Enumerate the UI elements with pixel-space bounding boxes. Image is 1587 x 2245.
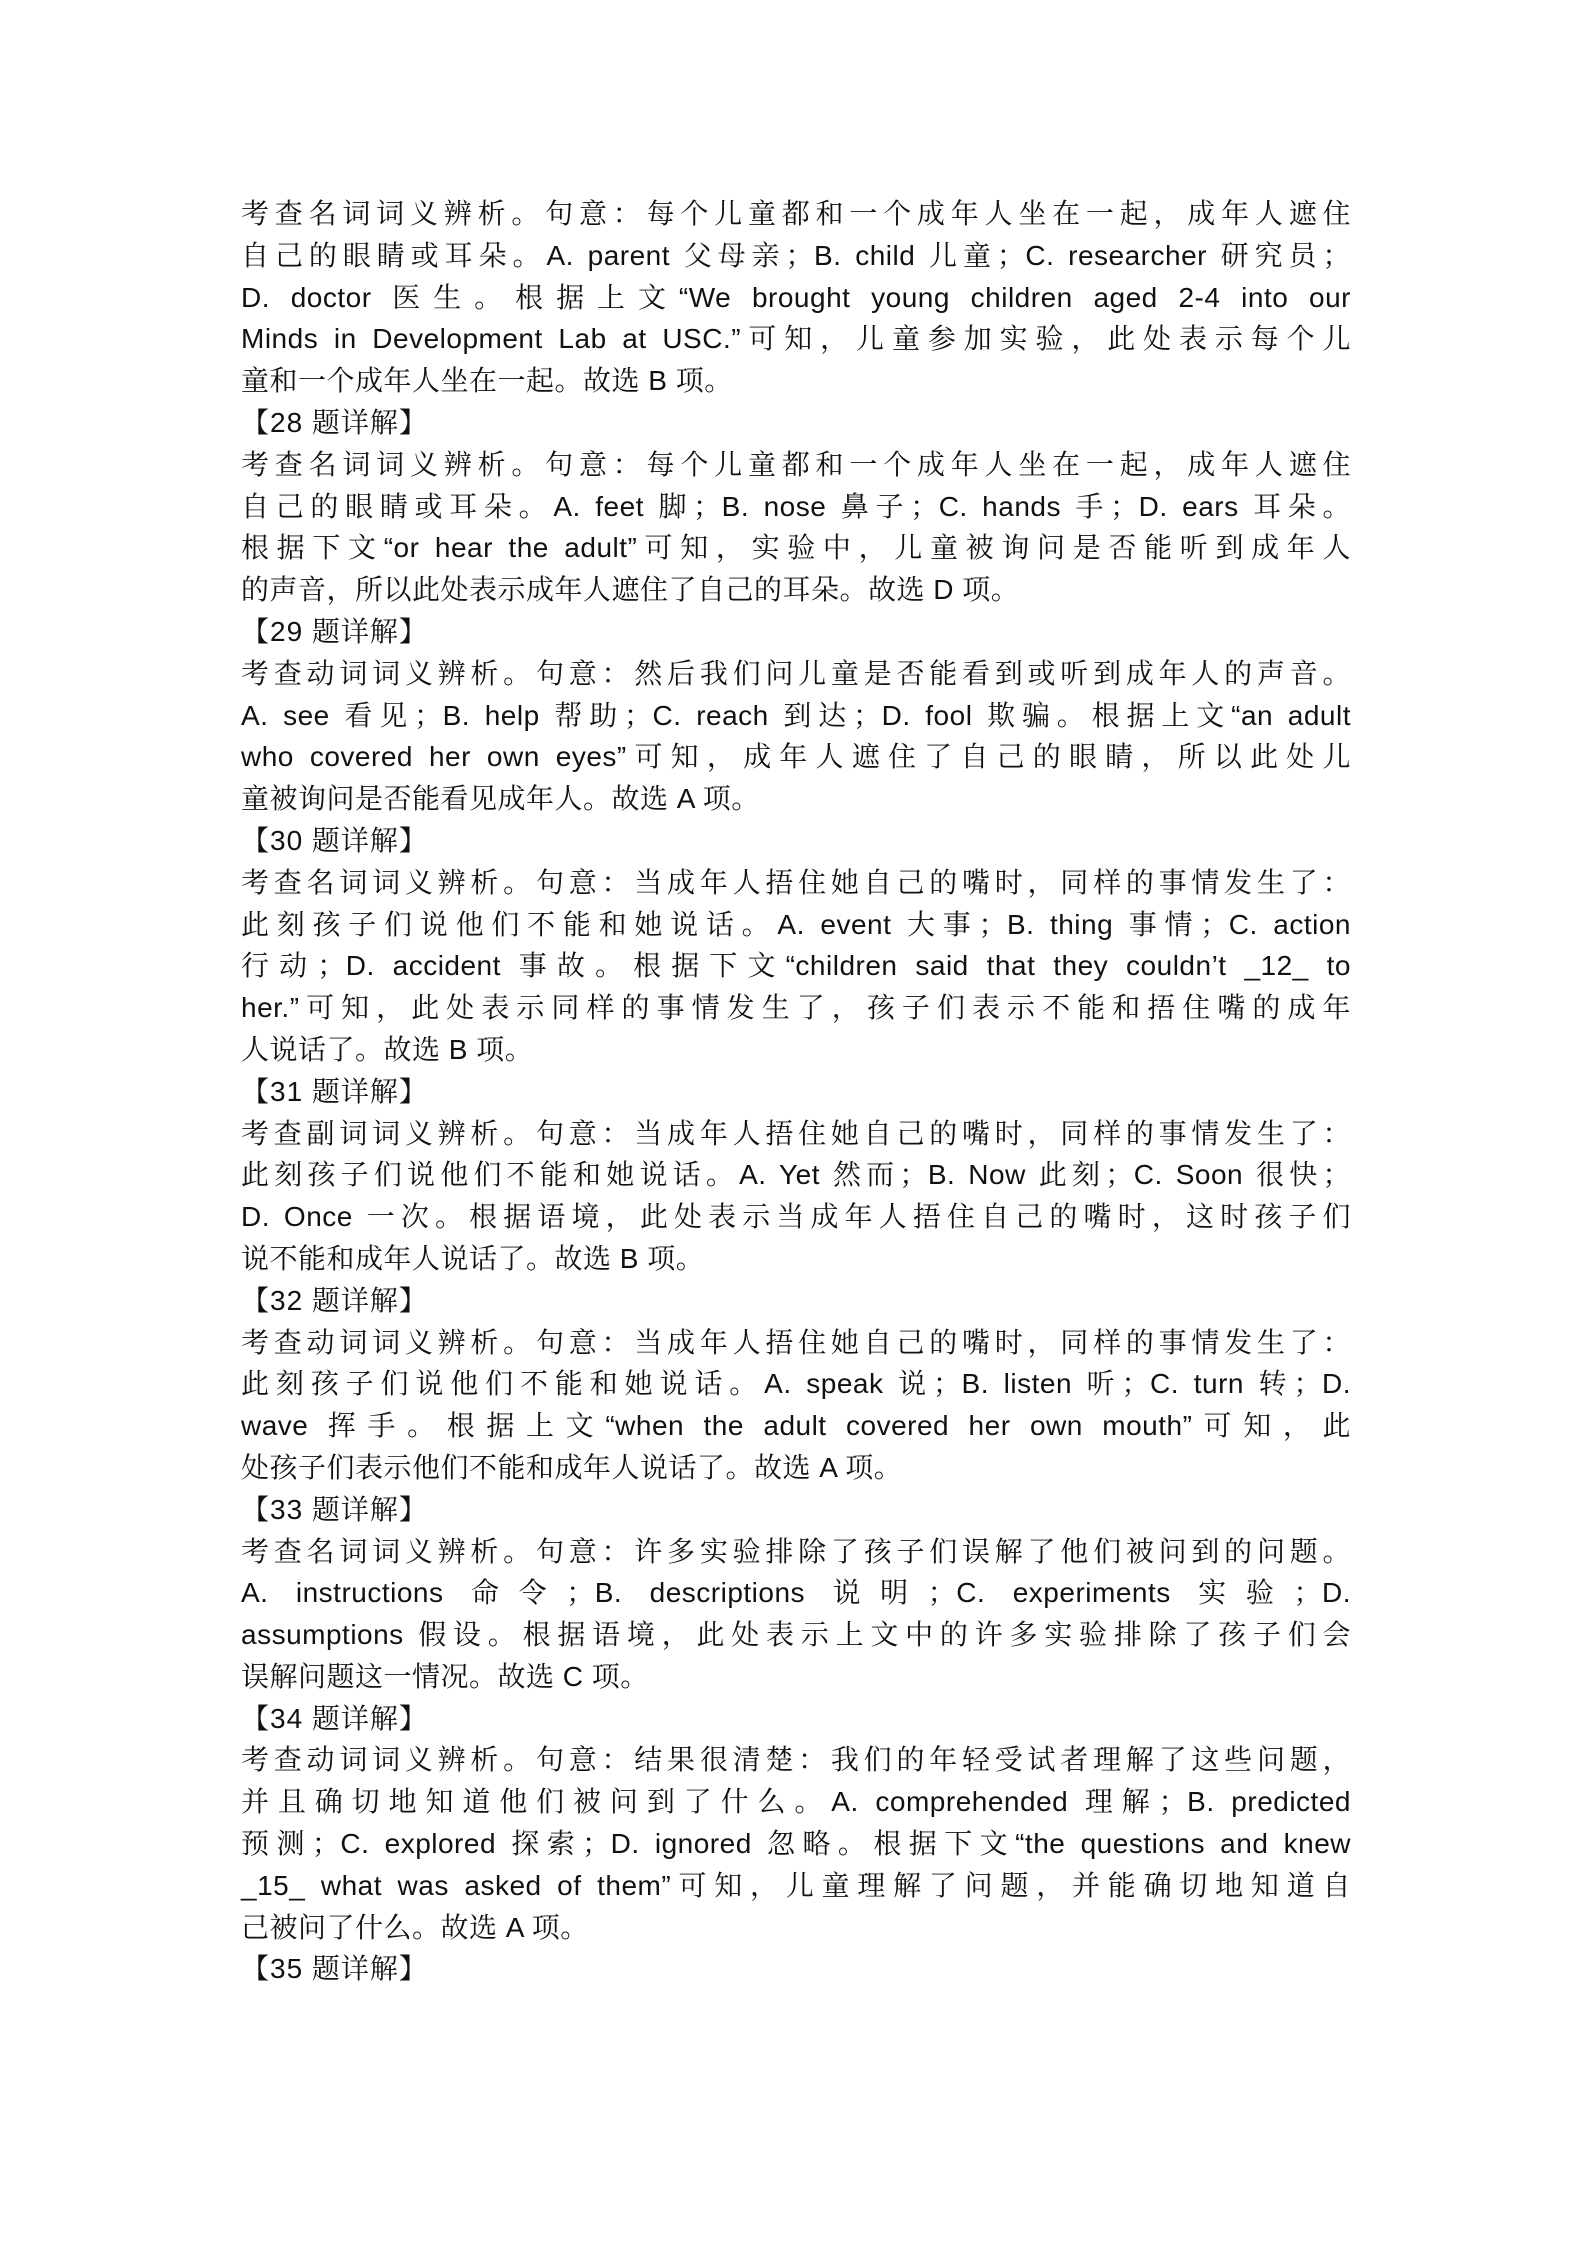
text-line: 此刻孩子们说他们不能和她说话。A. speak 说；B. listen 听；C. turn 转；D. [241,1368,1351,1400]
text-line: 误解问题这一情况。故选 C 项。 [241,1660,649,1692]
text-line: 童被询问是否能看见成年人。故选 A 项。 [241,783,760,815]
text-line: D. doctor 医生。根据上文“We brought young children aged 2-4 into our [241,281,1351,313]
section-heading-34: 【34 题详解】 [241,1702,428,1734]
text-line: 己被问了什么。故选 A 项。 [241,1911,589,1943]
section-heading-30: 【30 题详解】 [241,824,428,856]
text-line: 童和一个成年人坐在一起。故选 B 项。 [241,365,733,397]
text-line: 考查动词词义辨析。句意：当成年人捂住她自己的嘴时，同样的事情发生了： [241,1326,1351,1358]
text-line: _15_ what was asked of them”可知，儿童理解了问题，并能确切地知道自 [241,1869,1351,1901]
section-heading-31: 【31 题详解】 [241,1075,428,1107]
text-line: 考查动词词义辨析。句意：结果很清楚：我们的年轻受试者理解了这些问题， [241,1744,1351,1776]
text-line: D. Once 一次。根据语境，此处表示当成年人捂住自己的嘴时，这时孩子们 [241,1201,1351,1233]
text-line: 考查动词词义辨析。句意：然后我们问儿童是否能看到或听到成年人的声音。 [241,657,1351,689]
text-line: 预测；C. explored 探索；D. ignored 忽略。根据下文“the questions and knew [241,1828,1351,1860]
text-line: 考查名词词义辨析。句意：许多实验排除了孩子们误解了他们被问到的问题。 [241,1535,1351,1567]
explanation-31-body [241,1113,1351,1280]
section-heading-32: 【32 题详解】 [241,1284,428,1316]
explanation-32-body [241,1322,1351,1489]
section-heading-35: 【35 题详解】 [241,1953,428,1985]
text-line: 此刻孩子们说他们不能和她说话。A. event 大事；B. thing 事情；C. action [241,908,1351,940]
text-line: 处孩子们表示他们不能和成年人说话了。故选 A 项。 [241,1451,903,1483]
explanation-34-body [241,1739,1351,1948]
text-line: 行动；D. accident 事故。根据下文“children said that they couldn’t _12_ to [241,950,1351,982]
text-line: 的声音，所以此处表示成年人遮住了自己的耳朵。故选 D 项。 [241,574,1020,606]
text-line: 并且确切地知道他们被问到了什么。A. comprehended 理解；B. predicted [241,1786,1351,1818]
text-line: A. see 看见；B. help 帮助；C. reach 到达；D. fool 欺骗。根据上文“an adult [241,699,1351,731]
text-line: 自己的眼睛或耳朵。A. feet 脚；B. nose 鼻子；C. hands 手；D. ears 耳朵。 [241,490,1351,522]
text-line: 自己的眼睛或耳朵。A. parent 父母亲；B. child 儿童；C. researcher 研究员； [241,239,1351,271]
text-line: A. instructions 命令；B. descriptions 说明；C. experiments 实验；D. [241,1577,1351,1609]
text-line: 考查名词词义辨析。句意：当成年人捂住她自己的嘴时，同样的事情发生了： [241,866,1351,898]
text-line: 考查副词词义辨析。句意：当成年人捂住她自己的嘴时，同样的事情发生了： [241,1117,1351,1149]
text-line: her.”可知，此处表示同样的事情发生了，孩子们表示不能和捂住嘴的成年 [241,992,1351,1024]
text-line: wave 挥手。根据上文“when the adult covered her own mouth”可知，此 [241,1410,1351,1442]
section-heading-33: 【33 题详解】 [241,1493,428,1525]
text-line: 根据下文“or hear the adult”可知，实验中，儿童被询问是否能听到成年人 [241,532,1351,564]
section-heading-28: 【28 题详解】 [241,406,428,438]
explanation-29-body [241,653,1351,820]
section-heading-29: 【29 题详解】 [241,615,428,647]
explanation-27-body [241,193,1351,402]
text-line: assumptions 假设。根据语境，此处表示上文中的许多实验排除了孩子们会 [241,1619,1351,1651]
text-line: 此刻孩子们说他们不能和她说话。A. Yet 然而；B. Now 此刻；C. Soon 很快； [241,1159,1351,1191]
text-line: Minds in Development Lab at USC.”可知，儿童参加实验，此处表示每个儿 [241,323,1351,355]
explanation-30-body [241,862,1351,1071]
text-line: 人说话了。故选 B 项。 [241,1033,534,1065]
text-line: 考查名词词义辨析。句意：每个儿童都和一个成年人坐在一起，成年人遮住 [241,448,1351,480]
text-line: who covered her own eyes”可知，成年人遮住了自己的眼睛，所以此处儿 [241,741,1351,773]
explanation-33-body [241,1531,1351,1698]
document-page [241,193,1351,1990]
text-line: 说不能和成年人说话了。故选 B 项。 [241,1242,705,1274]
text-line: 考查名词词义辨析。句意：每个儿童都和一个成年人坐在一起，成年人遮住 [241,198,1351,229]
explanation-28-body [241,444,1351,611]
